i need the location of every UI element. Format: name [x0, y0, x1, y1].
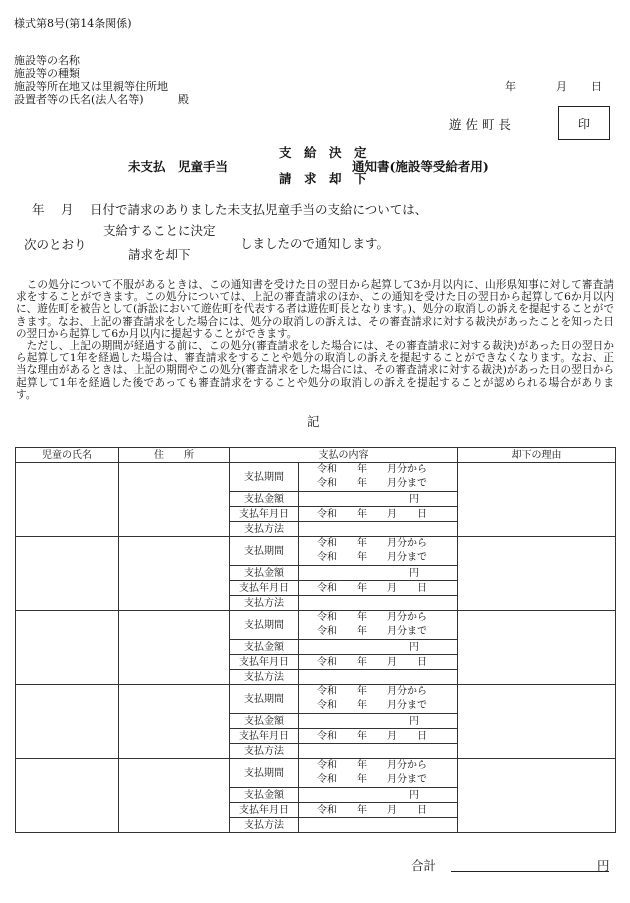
table-row	[16, 611, 616, 640]
method-value	[299, 522, 458, 537]
table-row	[16, 463, 616, 492]
header-address: 住 所	[119, 448, 230, 463]
period-to: 令和 年 月分まで	[317, 774, 427, 785]
paydate-value: 令和 年 月 日	[299, 729, 458, 744]
paydate-value: 令和 年 月 日	[299, 507, 458, 522]
facility-name-label: 施設等の名称	[14, 54, 80, 67]
period-label: 支払期間	[230, 611, 299, 640]
child-name-cell	[16, 759, 119, 833]
rejection-reason-cell	[458, 537, 616, 611]
address-cell	[119, 611, 230, 685]
table-header-row	[16, 448, 616, 463]
period-value	[299, 685, 458, 714]
child-name-cell	[16, 537, 119, 611]
period-from: 令和 年 月分から	[317, 464, 427, 475]
amount-value: 円	[299, 640, 458, 655]
period-value	[299, 463, 458, 492]
amount-label: 支払金額	[230, 566, 299, 581]
paydate-value: 令和 年 月 日	[299, 655, 458, 670]
amount-label: 支払金額	[230, 640, 299, 655]
period-to: 令和 年 月分まで	[317, 700, 427, 711]
amount-value: 円	[299, 492, 458, 507]
address-cell	[119, 463, 230, 537]
address-cell	[119, 685, 230, 759]
header-rejection-reason: 却下の理由	[458, 448, 616, 463]
rejection-reason-cell	[458, 759, 616, 833]
period-to: 令和 年 月分まで	[317, 626, 427, 637]
paydate-label: 支払年月日	[230, 803, 299, 818]
paydate-label: 支払年月日	[230, 655, 299, 670]
amount-label: 支払金額	[230, 492, 299, 507]
method-value	[299, 744, 458, 759]
period-label: 支払期間	[230, 463, 299, 492]
period-to: 令和 年 月分まで	[317, 478, 427, 489]
amount-value: 円	[299, 714, 458, 729]
period-from: 令和 年 月分から	[317, 760, 427, 771]
facility-type-label: 施設等の種類	[14, 67, 80, 80]
rejection-reason-cell	[458, 463, 616, 537]
date-year: 年	[505, 80, 516, 93]
child-name-cell	[16, 463, 119, 537]
paydate-value: 令和 年 月 日	[299, 581, 458, 596]
date-day: 日	[591, 80, 602, 93]
period-label: 支払期間	[230, 537, 299, 566]
period-value	[299, 537, 458, 566]
seal-box	[558, 106, 610, 140]
child-name-cell	[16, 611, 119, 685]
header-payment-content: 支払の内容	[230, 448, 458, 463]
period-to: 令和 年 月分まで	[317, 552, 427, 563]
child-name-cell	[16, 685, 119, 759]
table-row	[16, 759, 616, 788]
total-yen: 円	[597, 858, 610, 873]
issuer-name: 遊 佐 町 長	[449, 117, 511, 132]
method-label: 支払方法	[230, 670, 299, 685]
amount-label: 支払金額	[230, 788, 299, 803]
period-from: 令和 年 月分から	[317, 538, 427, 549]
method-value	[299, 596, 458, 611]
amount-value: 円	[299, 788, 458, 803]
period-label: 支払期間	[230, 759, 299, 788]
period-value	[299, 611, 458, 640]
notice-body	[16, 279, 614, 401]
intro-next: 次のとおり	[24, 237, 87, 252]
total-label: 合計	[411, 858, 437, 873]
title-prefix: 未支払 児童手当	[128, 159, 229, 174]
paydate-label: 支払年月日	[230, 729, 299, 744]
period-from: 令和 年 月分から	[317, 612, 427, 623]
notice-paragraph: この処分について不服があるときは、この通知書を受けた日の翌日から起算して3か月以内に、山形県知事に対して審査請求をすることができます。この処分については、上記の審査請求のほか、この通知を受けた日の翌日から起算して6か月以内に、遊佐町を被告として(訴訟において遊佐町を代表する者は遊佐町長となります。)、処分の取消しの訴えを提起することができます。なお、上記の審査請求をした場合には、処分の取消しの訴えは、その審査請求に対する裁決があったことを知った日の翌日から起算して6か月以内に提起することができます。	[16, 279, 614, 340]
intro-line: 年 月 日付で請求のありました未支払児童手当の支給については、	[32, 202, 428, 217]
period-value	[299, 759, 458, 788]
notice-paragraph: ただし、上記の期間が経過する前に、この処分(審査請求をした場合には、その審査請求に対する裁決)があった日の翌日から起算して1年を経過した場合は、審査請求をすることや処分の取消しの訴えを提起することができなくなります。なお、正当な理由があるときは、上記の期間やこの処分(審査請求をした場合には、その審査請求に対する裁決)があった日の翌日から起算して1年を経過した後であっても審査請求をすることや処分の取消しの訴えを提起することが認められる場合があります。	[16, 340, 614, 401]
seal-label: 印	[577, 116, 590, 131]
paydate-label: 支払年月日	[230, 507, 299, 522]
address-cell	[119, 759, 230, 833]
method-label: 支払方法	[230, 744, 299, 759]
facility-address-label: 施設等所在地又は里親等住所地	[14, 80, 168, 93]
intro-tail: しましたので通知します。	[240, 236, 390, 251]
title-upper: 支 給 決 定	[279, 145, 367, 160]
table-row	[16, 685, 616, 714]
honorific: 殿	[178, 93, 189, 106]
form-number: 様式第8号(第14条関係)	[14, 17, 132, 30]
amount-label: 支払金額	[230, 714, 299, 729]
amount-value: 円	[299, 566, 458, 581]
paydate-label: 支払年月日	[230, 581, 299, 596]
ki-mark: 記	[307, 414, 320, 429]
rejection-reason-cell	[458, 685, 616, 759]
date-month: 月	[556, 80, 567, 93]
title-lower: 請 求 却 下	[279, 171, 367, 186]
founder-name-label: 設置者等の氏名(法人名等)	[14, 93, 144, 106]
period-label: 支払期間	[230, 685, 299, 714]
address-cell	[119, 537, 230, 611]
payment-table	[15, 447, 616, 833]
intro-option-reject: 請求を却下	[128, 247, 191, 262]
rejection-reason-cell	[458, 611, 616, 685]
method-value	[299, 670, 458, 685]
total-amount-field	[451, 871, 609, 872]
table-row	[16, 537, 616, 566]
intro-option-approve: 支給することに決定	[103, 223, 216, 238]
method-label: 支払方法	[230, 522, 299, 537]
method-value	[299, 818, 458, 833]
title-suffix: 通知書(施設等受給者用)	[352, 159, 489, 174]
method-label: 支払方法	[230, 818, 299, 833]
header-child-name: 児童の氏名	[16, 448, 119, 463]
paydate-value: 令和 年 月 日	[299, 803, 458, 818]
method-label: 支払方法	[230, 596, 299, 611]
period-from: 令和 年 月分から	[317, 686, 427, 697]
